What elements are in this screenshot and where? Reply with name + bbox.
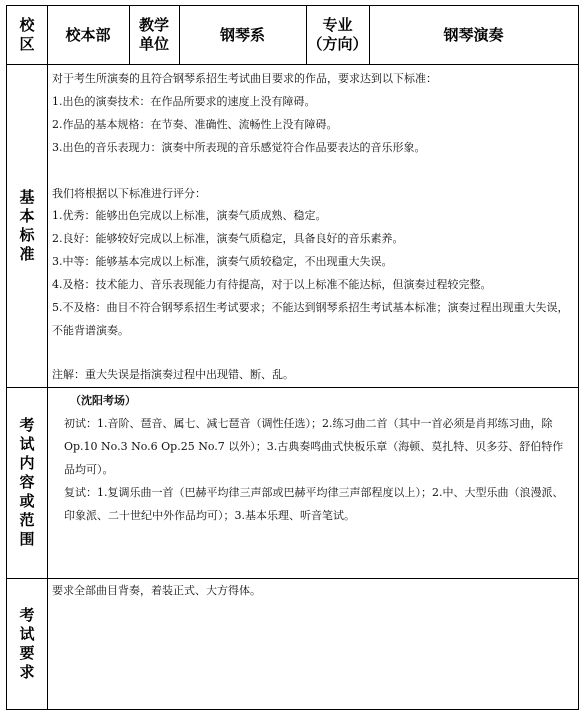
major-label: 专业 （方向） [307,16,368,53]
requirements-text: 要求全部曲目背奏，着装正式、大方得体。 [52,584,261,597]
standards-content [52,68,574,387]
standards-note: 注解：重大失误是指演奏过程中出现错、断、乱。 [52,368,294,382]
standards-intro: 对于考生所演奏的且符合钢琴系招生考试曲目要求的作品，要求达到以下标准： [52,72,437,85]
unit-value: 钢琴系 [219,25,265,44]
exam-location: （沈阳考场） [70,394,136,407]
campus-label: 校区 [19,16,35,53]
row-divider [7,387,578,388]
admission-table [6,5,579,710]
row-divider [7,64,578,65]
row-divider [7,578,578,579]
grade-item: 1.优秀：能够出色完成以上标准，演奏气质成熟、稳定。 [52,209,327,223]
standard-item: 3.出色的音乐表现力：演奏中所表现的音乐感觉符合作品要表达的音乐形象。 [52,140,426,154]
campus-value: 校本部 [65,25,111,44]
major-value: 钢琴演奏 [443,25,504,44]
grade-item: 2.良好：能够较好完成以上标准，演奏气质稳定，具备良好的音乐素养。 [52,232,404,246]
grade-item: 5.不及格：曲目不符合钢琴系招生考试要求；不能达到钢琴系招生考试基本标准；演奏过程出现重大失误，不能背谱演奏。 [52,301,569,337]
grade-item: 3.中等：能够基本完成以上标准，演奏气质较稳定，不出现重大失误。 [52,255,393,269]
unit-label: 教学单位 [138,16,169,53]
column-divider [47,6,48,709]
first-round: 初试：1.音阶、琶音、属七、减七琶音（调性任选）；2.练习曲二首（其中一首必须是肖邦练习曲，除 Op.10 No.3 No.6 Op.25 No.7 以外）；3.古典奏鸣曲式快板乐章（海顿、莫扎特、贝多芬、舒伯特作品均可）。 [64,416,564,476]
requirements-label: 考试要求 [19,605,35,681]
grade-item: 4.及格：技术能力、音乐表现能力有待提高，对于以上标准不能达标，但演奏过程较完整。 [52,278,492,292]
scope-label: 考试内容或范围 [19,416,35,548]
grading-intro: 我们将根据以下标准进行评分： [52,186,206,200]
standard-item: 2.作品的基本规格：在节奏、准确性、流畅性上没有障碍。 [52,117,338,131]
scope-content [52,390,574,527]
requirements-content [52,580,574,603]
standards-label: 基本标准 [19,187,35,263]
second-round: 复试：1.复调乐曲一首（巴赫平均律三声部或巴赫平均律三声部程度以上）；2.中、大型乐曲（浪漫派、印象派、二十世纪中外作品均可）；3.基本乐理、听音笔试。 [64,485,564,522]
standard-item: 1.出色的演奏技术：在作品所要求的速度上没有障碍。 [52,94,316,108]
